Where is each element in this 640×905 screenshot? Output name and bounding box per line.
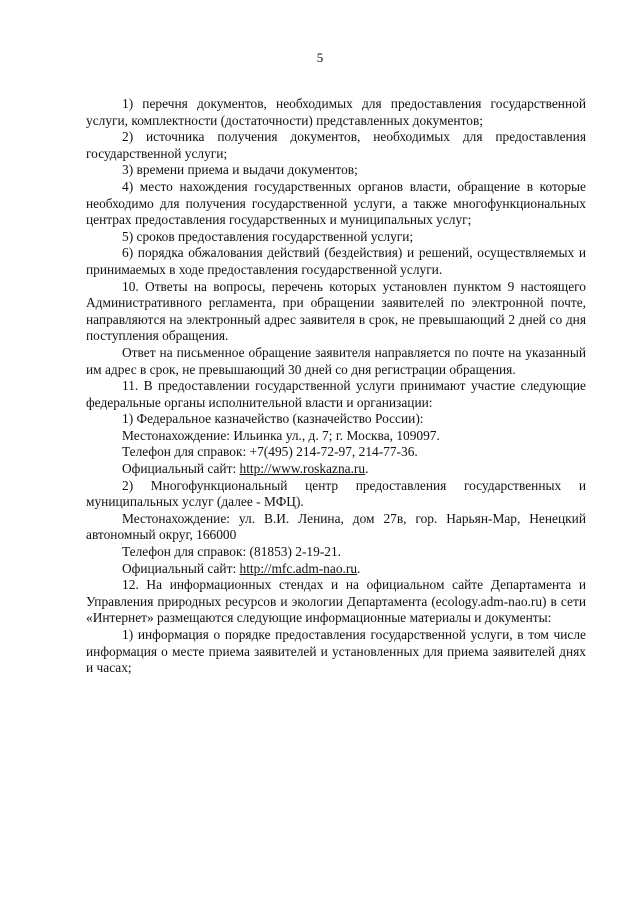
paragraph: Местонахождение: ул. В.И. Ленина, дом 27в, гор. Нарьян-Мар, Ненецкий автономный округ, 166000 (86, 510, 586, 543)
website-line (86, 461, 586, 478)
paragraph: 2) источника получения документов, необходимых для предоставления государственной услуги; (86, 129, 586, 161)
paragraph: 3) времени приема и выдачи документов; (122, 162, 358, 178)
paragraph: 5) сроков предоставления государственной услуги; (122, 228, 414, 244)
website-line (86, 561, 586, 578)
mfc-link[interactable]: http://mfc.adm-nao.ru (239, 560, 358, 576)
website-suffix: . (365, 461, 369, 477)
document-body (86, 96, 586, 677)
paragraph: 1) Федеральное казначейство (казначейство России): (122, 411, 424, 427)
paragraph: 10. Ответы на вопросы, перечень которых установлен пунктом 9 настоящего Административного регламента, при обращении заявителей по электронной почте, направляются на электронный адрес заявителя в срок, не превышающий 2 дней со дня поступления обращения. (86, 278, 586, 344)
paragraph: Ответ на письменное обращение заявителя направляется по почте на указанный им адрес в срок, не превышающий 30 дней со дня регистрации обращения. (86, 344, 586, 377)
page-number: 5 (316, 50, 324, 65)
paragraph: Местонахождение: Ильинка ул., д. 7; г. Москва, 109097. (122, 427, 440, 443)
paragraph: 6) порядка обжалования действий (бездействия) и решений, осуществляемых и принимаемых в ходе предоставления государственной услуги. (86, 245, 586, 277)
roskazna-link[interactable]: http://www.roskazna.ru (239, 461, 366, 477)
paragraph: 12. На информационных стендах и на официальном сайте Департамента и Управления природных ресурсов и экологии Департамента (ecology.adm-nao.ru) в сети «Интернет» размещаются следующие информационные материалы и документы: (86, 577, 586, 626)
paragraph: 11. В предоставлении государственной услуги принимают участие следующие федеральные органы исполнительной власти и организации: (86, 378, 586, 410)
paragraph: 2) Многофункциональный центр предоставления государственных и муниципальных услуг (далее - МФЦ). (86, 477, 586, 510)
paragraph: Телефон для справок: +7(495) 214-72-97, 214-77-36. (122, 444, 418, 460)
paragraph: Телефон для справок: (81853) 2-19-21. (122, 544, 342, 560)
website-label: Официальный сайт: (122, 461, 240, 477)
website-label: Официальный сайт: (122, 560, 240, 576)
website-suffix: . (357, 560, 361, 576)
paragraph: 1) информация о порядке предоставления государственной услуги, в том числе информация о месте приема заявителей и установленных для приема заявителей днях и часах; (86, 627, 586, 676)
paragraph: 4) место нахождения государственных органов власти, обращение в которые необходимо для получения государственной услуги, а также многофункциональных центрах предоставления государственных и муниципальных услуг; (86, 178, 586, 228)
paragraph: 1) перечня документов, необходимых для предоставления государственной услуги, комплектности (достаточности) представленных документов; (86, 96, 586, 128)
